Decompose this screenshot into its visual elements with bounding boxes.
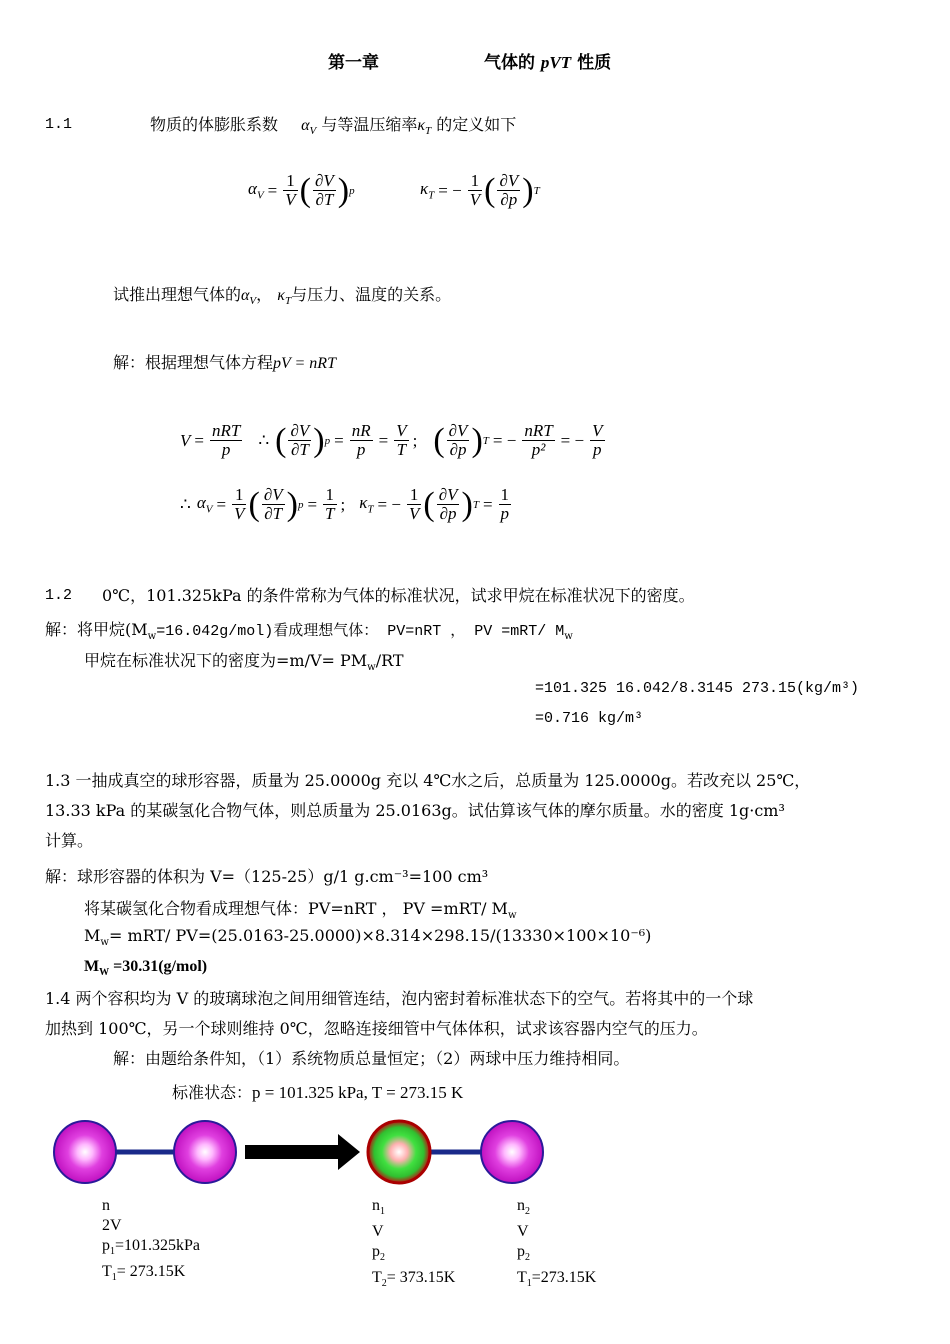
problem-1-3-solution-line-3: $M_w= mRT/$ PV=(25.0163-25.0000)×8.314×298.15/(13330×100×10⁻⁶) (84, 926, 652, 949)
problem-number: 1.2 (45, 587, 73, 604)
initial-state-bulbs (54, 1121, 236, 1183)
problem-1-2-solution-line-2: 甲烷在标准状况下的密度为$=m/V= PM_w/RT$ (84, 651, 404, 674)
problem-1-1-statement: 物质的体膨胀系数 $\alpha_V$ 与等温压缩率$\kappa_T$ 的定义如下 (150, 115, 517, 138)
problem-1-3-solution-line-2: 将某碳氢化合物看成理想气体：PV=nRT ， PV =mRT/ $M_w$ (84, 899, 517, 922)
heated-bulb-labels: $n_1$ V $p_2$ $T_2= 373.15K$ (372, 1197, 456, 1290)
gas-bulbs-diagram (0, 1100, 950, 1210)
initial-state-labels: n 2V $p_1=101.325kPa$ $T_1= 273.15K$ (102, 1197, 201, 1284)
bulb-heated (368, 1121, 430, 1183)
derivation-line-2: ∴ $\alpha_V$ = $\frac{1}{V}$ ( $\frac{\partial V}{\partial T}$ ) p = $\frac{1}{T}$ ; $\kappa_T$ = − $\frac{1}{V}$ ( $\frac{\partial V}{\partial p}$ ) T = $\frac{1}{p}$ (180, 485, 510, 523)
problem-1-4-solution: 解：由题给条件知，（1）系统物质总量恒定；（2）两球中压力维持相同。 (113, 1049, 630, 1068)
problem-1-3-line-1: 1.3 一抽成真空的球形容器，质量为 25.0000g 充以 4℃水之后，总质量为 125.0000g。若改充以 25℃， (45, 771, 811, 790)
problem-1-2-solution-line-1: 解：将甲烷$(M_w=16.042g/mol)$看成理想气体： PV=nRT ， PV =mRT/ $M_w$ (45, 620, 573, 643)
problem-1-2-statement: 0℃，101.325kPa 的条件常称为气体的标准状况，试求甲烷在标准状况下的密度。 (102, 586, 695, 605)
problem-1-3-line-3: 计算。 (45, 831, 94, 850)
process-arrow (245, 1134, 360, 1170)
problem-1-2-calc-1: =101.325 16.042/8.3145 273.15(kg/m³) (535, 680, 860, 697)
problem-1-3-solution-line-1: 解：球形容器的体积为 V=（125-25）g/1 g.cm⁻³=100 cm³ (45, 867, 489, 886)
bulb-left-1 (54, 1121, 116, 1183)
definition-kappa-equation: $\kappa_T$ = − $\frac{1}{V}$ ( $\frac{\partial V}{\partial p}$ ) T (420, 171, 540, 209)
definition-alpha-equation: $\alpha_V$ = $\frac{1}{V}$ ( $\frac{\partial V}{\partial T}$ ) p (248, 171, 355, 209)
problem-1-1-question: 试推出理想气体的$\alpha_V$， $\kappa_T$与压力、温度的关系。 (113, 285, 452, 308)
derivation-line-1: V = $\frac{\text{nRT}}{p}$ ∴ ( $\frac{\partial V}{\partial T}$ ) p = $\frac{nR}{p}$ = $\frac{V}{T}$ ; ( $\frac{\partial V}{\partial p}$ ) T = − $\frac{\text{nRT}}{\text{p²}}$ = − $\frac{V}{p}$ (180, 421, 603, 459)
bulb-left-2 (174, 1121, 236, 1183)
problem-1-4-line-1: 1.4 两个容积均为 V 的玻璃球泡之间用细管连结，泡内密封着标准状态下的空气。若将其中的一个球 (45, 989, 754, 1008)
problem-1-2-calc-2: =0.716 kg/m³ (535, 710, 644, 727)
cold-bulb-labels: $n_2$ V $p_2$ $T_1=273.15K$ (517, 1197, 597, 1290)
problem-1-4-line-2: 加热到 100℃，另一个球则维持 0℃，忽略连接细管中气体体积，试求该容器内空气的压力。 (45, 1019, 708, 1038)
final-state-bulbs (368, 1121, 543, 1183)
problem-1-3-result: $M_W =30.31(g/mol)$ (84, 958, 208, 979)
chapter-title: 气体的 pVT 性质 (484, 53, 612, 73)
problem-number: 1.1 (45, 116, 73, 133)
standard-state-line: 标准状态：p = 101.325 kPa, T = 273.15 K (172, 1083, 464, 1102)
chapter-number: 第一章 (328, 53, 379, 73)
bulb-cold (481, 1121, 543, 1183)
problem-1-3-line-2: 13.33 kPa 的某碳氢化合物气体，则总质量为 25.0163g。试估算该气体的摩尔质量。水的密度 1g·cm³ (45, 801, 785, 820)
problem-1-1-solution-intro: 解：根据理想气体方程pV = nRT (113, 353, 336, 372)
